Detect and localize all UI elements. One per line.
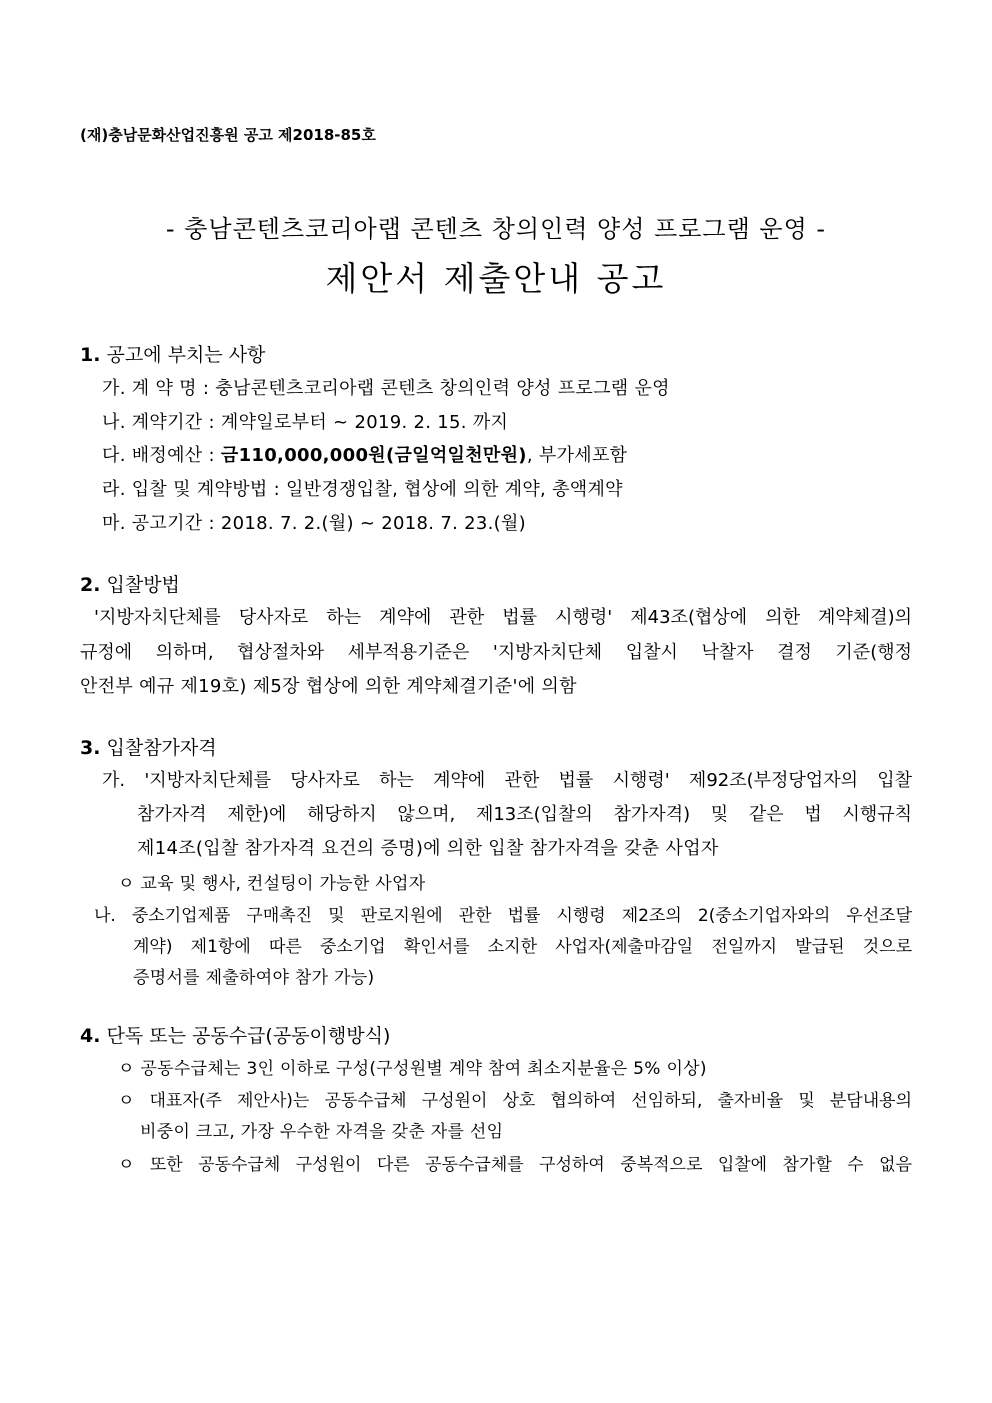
section-4-number: 4. [80, 1025, 101, 1047]
section-2-title: 입찰방법 [106, 574, 180, 596]
item-value: 2018. 7. 2.(월) ~ 2018. 7. 23.(월) [220, 513, 526, 534]
item-value: , 부가세포함 [526, 445, 628, 466]
section-1-heading [80, 340, 265, 367]
section-1-number: 1. [80, 344, 101, 366]
section-3-item-b-line: 증명서를 제출하여야 참가 가능) [133, 968, 375, 988]
section-1-item-b [102, 408, 508, 434]
section-1-item-a [102, 374, 670, 400]
section-2-heading [80, 570, 180, 597]
section-3-item-b-line: 계약) 제1항에 따른 중소기업 확인서를 소지한 사업자(제출마감일 전일까지 발급된 것으로 [133, 937, 912, 957]
section-4-bullet-cont: 비중이 크고, 가장 우수한 자격을 갖춘 자를 선임 [140, 1122, 504, 1142]
item-label: 다. 배정예산 : [102, 445, 221, 466]
item-value: 충남콘텐츠코리아랩 콘텐츠 창의인력 양성 프로그램 운영 [215, 378, 670, 399]
section-3-number: 3. [80, 737, 101, 759]
section-1-item-c [102, 441, 627, 467]
item-value: 일반경쟁입찰, 협상에 의한 계약, 총액계약 [286, 479, 623, 500]
section-2-line: '지방자치단체를 당사자로 하는 계약에 관한 법률 시행령' 제43조(협상에 의한 계약체결)의 [94, 607, 912, 628]
section-1-item-d [102, 475, 623, 501]
section-2-line: 안전부 예규 제19호) 제5장 협상에 의한 계약체결기준'에 의함 [80, 676, 577, 697]
section-4-bullet: ㅇ 대표자(주 제안사)는 공동수급체 구성원이 상호 협의하여 선임하되, 출자비율 및 분담내용의 [118, 1091, 912, 1111]
section-4-bullet: ㅇ 공동수급체는 3인 이하로 구성(구성원별 계약 참여 최소지분율은 5% 이상) [118, 1059, 707, 1079]
section-3-item-a-line: 참가자격 제한)에 해당하지 않으며, 제13조(입찰의 참가자격) 및 같은 법 시행규칙 [137, 804, 912, 825]
budget-amount: 금110,000,000원(금일억일천만원) [220, 445, 527, 466]
section-4-heading [80, 1021, 390, 1048]
section-4-title: 단독 또는 공동수급(공동이행방식) [106, 1025, 391, 1047]
section-3-heading [80, 733, 217, 760]
section-3-item-b-line: 나. 중소기업제품 구매촉진 및 판로지원에 관한 법률 시행령 제2조의 2(중소기업자와의 우선조달 [94, 906, 912, 926]
section-2-number: 2. [80, 574, 101, 596]
document-title: 제안서 제출안내 공고 [325, 259, 667, 298]
section-1-title: 공고에 부치는 사항 [106, 344, 266, 366]
item-label: 나. 계약기간 : [102, 412, 221, 433]
item-label: 라. 입찰 및 계약방법 : [102, 479, 286, 500]
section-3-item-a-sub: ㅇ 교육 및 행사, 컨설팅이 가능한 사업자 [118, 874, 426, 894]
section-4-bullet: ㅇ 또한 공동수급체 구성원이 다른 공동수급체를 구성하여 중복적으로 입찰에 참가할 수 없음 [118, 1155, 912, 1175]
section-3-title: 입찰참가자격 [106, 737, 217, 759]
notice-number: (재)충남문화산업진흥원 공고 제2018-85호 [80, 126, 376, 144]
section-3-item-a-line: 가. '지방자치단체를 당사자로 하는 계약에 관한 법률 시행령' 제92조(부정당업자의 입찰 [102, 770, 912, 791]
item-value: 계약일로부터 ~ 2019. 2. 15. 까지 [220, 412, 509, 433]
section-2-line: 규정에 의하며, 협상절차와 세부적용기준은 '지방자치단체 입찰시 낙찰자 결정 기준(행정 [80, 642, 912, 663]
section-1-item-e [102, 509, 526, 535]
section-3-item-a-line: 제14조(입찰 참가자격 요건의 증명)에 의한 입찰 참가자격을 갖춘 사업자 [137, 838, 719, 859]
document-subtitle: - 충남콘텐츠코리아랩 콘텐츠 창의인력 양성 프로그램 운영 - [165, 215, 827, 243]
item-label: 가. 계 약 명 : [102, 378, 216, 399]
item-label: 마. 공고기간 : [102, 513, 221, 534]
